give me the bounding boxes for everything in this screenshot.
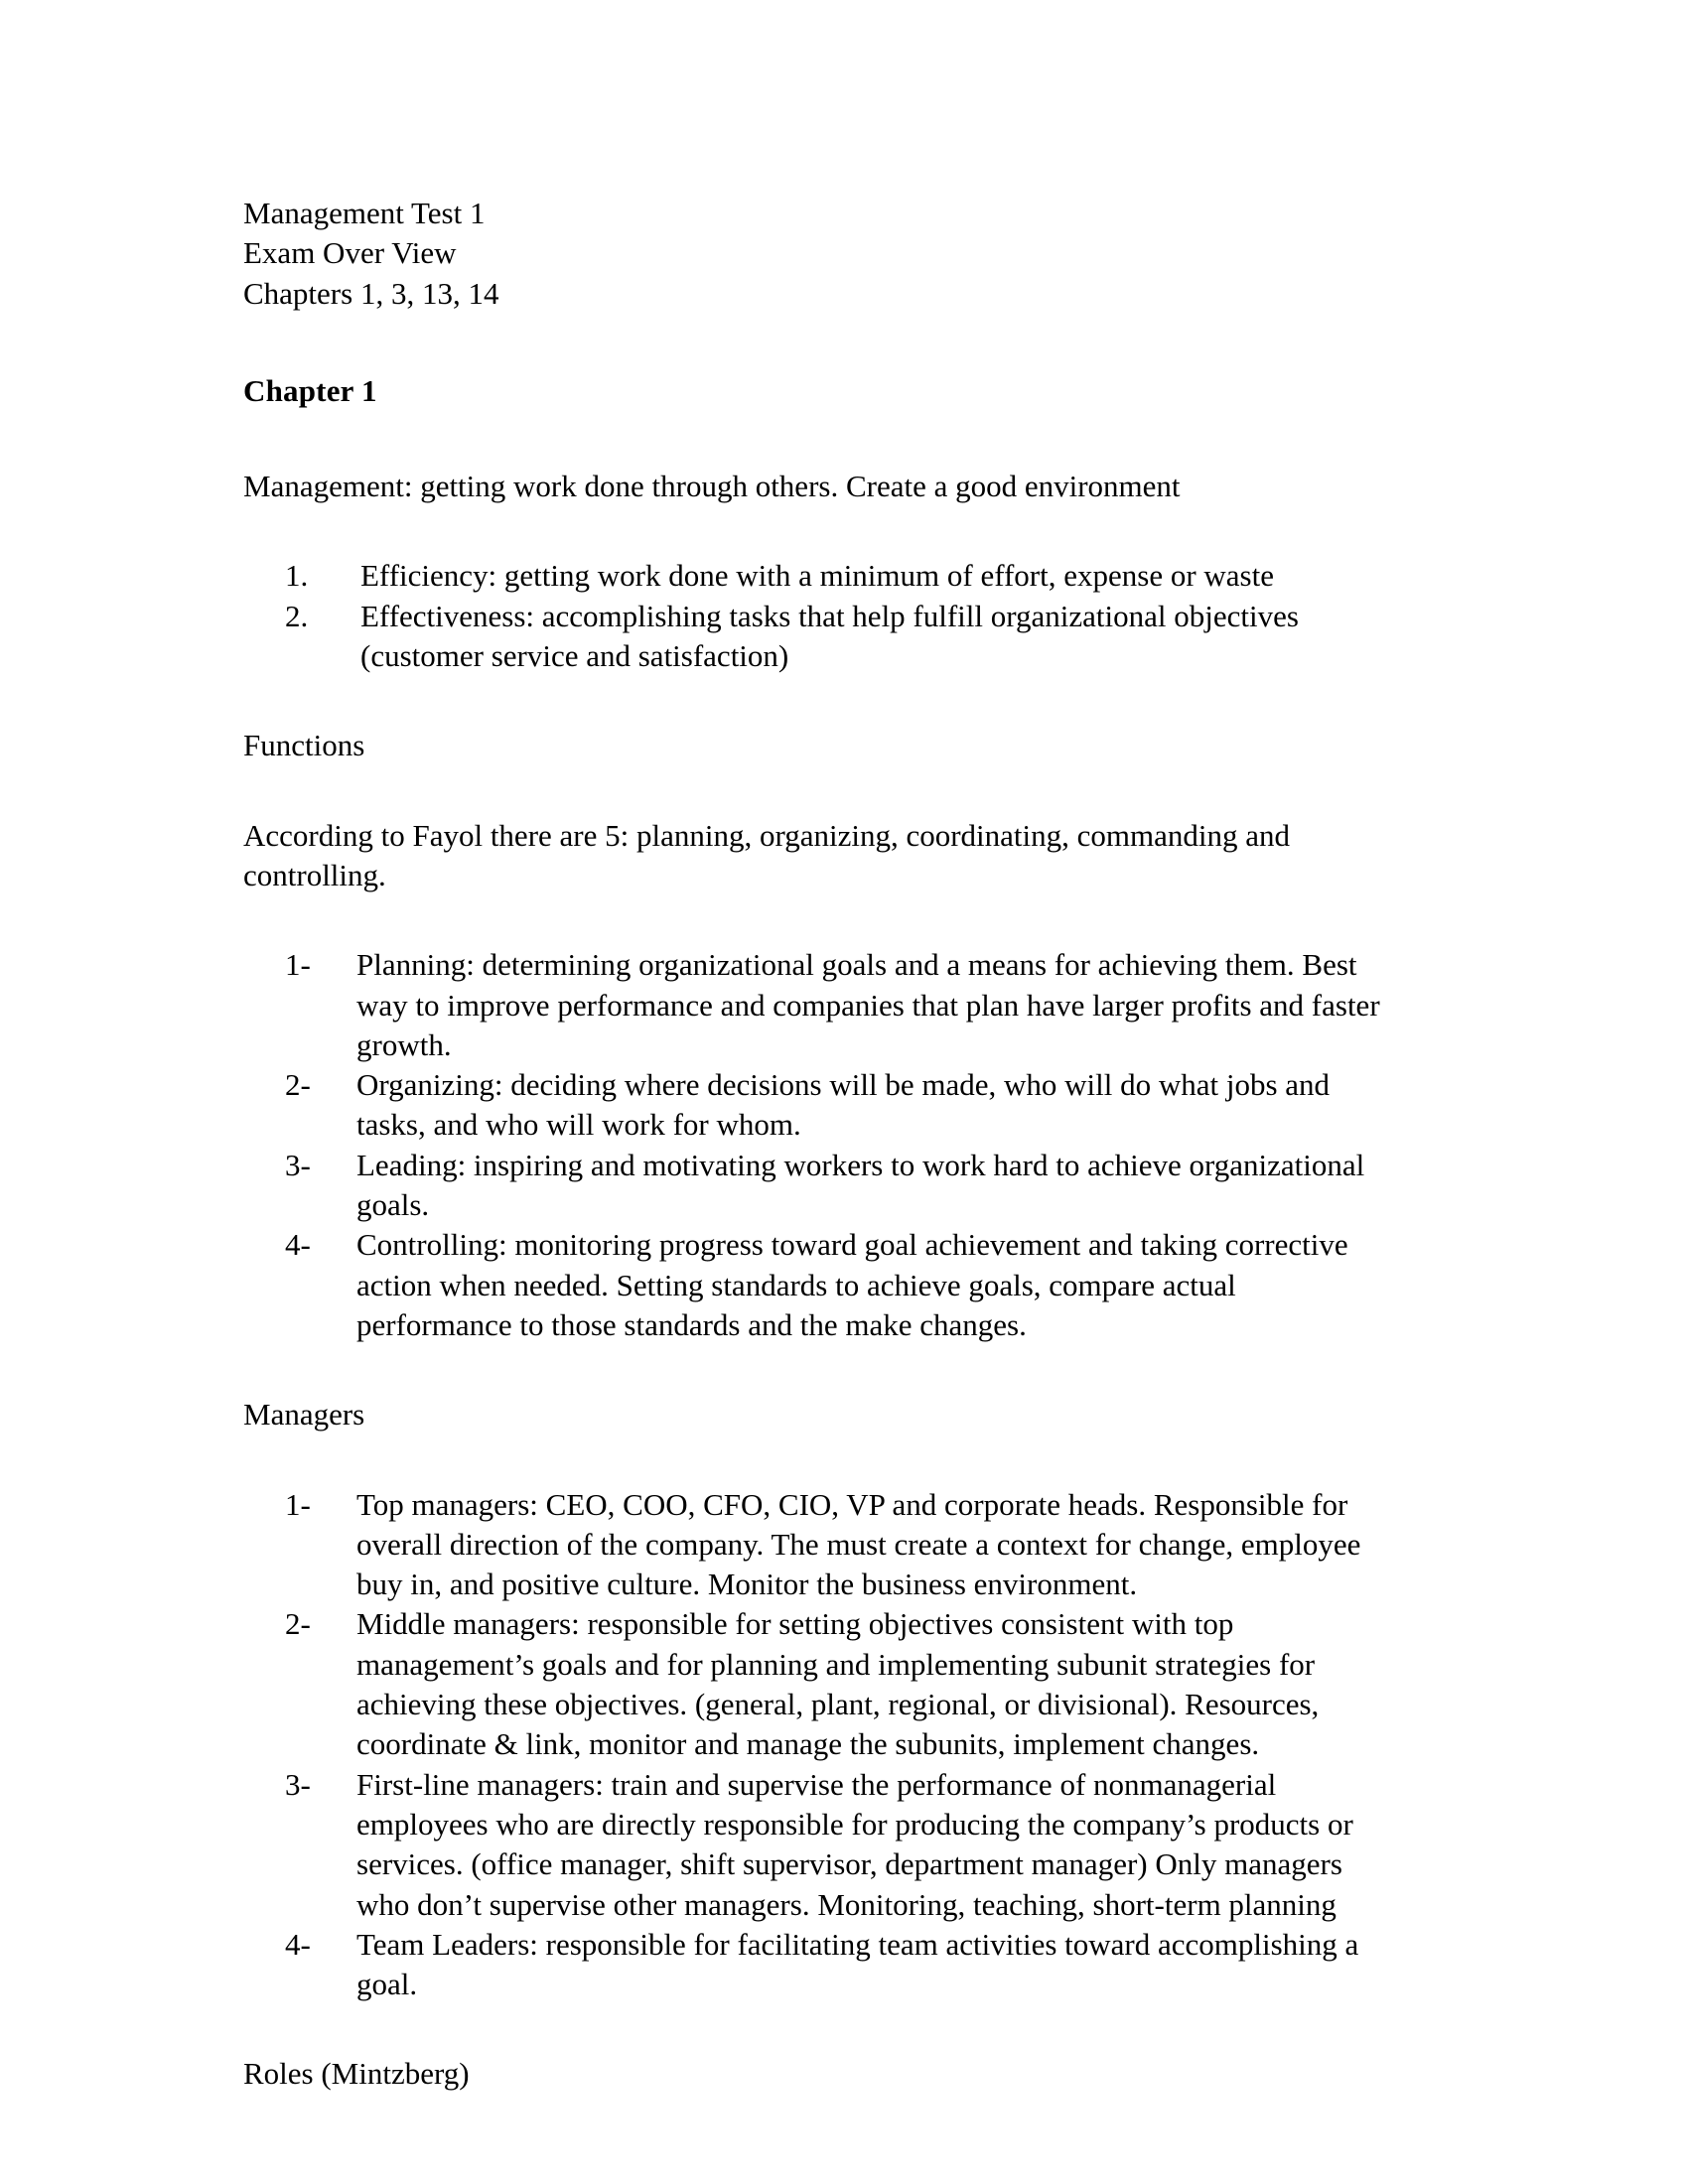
list-marker: 4- <box>285 1227 311 1263</box>
list-item-text: Leading: inspiring and motivating workers to work hard to achieve organizational goals. <box>356 1147 1365 1223</box>
list-item <box>285 1485 1390 1605</box>
list-marker: 4- <box>285 1926 311 1962</box>
header-line-chapters: Chapters 1, 3, 13, 14 <box>243 275 499 311</box>
list-item-text: Controlling: monitoring progress toward goal achievement and taking corrective action when needed. Setting standards to achieve goals, compare actual performance to those standards and the make changes. <box>356 1227 1348 1342</box>
list-marker: 1. <box>285 558 309 594</box>
list-item-text: First-line managers: train and supervise the performance of nonmanagerial employees who are directly responsible for producing the company’s products or services. (office manager, shift supervisor, department manager) Only managers who don’t supervise other managers. Monitoring, teaching, short-term planning <box>356 1766 1353 1922</box>
list-item <box>285 556 1390 596</box>
document-header <box>243 194 1390 314</box>
list-item <box>285 1065 1390 1146</box>
list-item-text: Organizing: deciding where decisions will be made, who will do what jobs and tasks, and who will work for whom. <box>356 1067 1331 1143</box>
managers-list <box>243 1485 1390 2005</box>
list-item-text: Effectiveness: accomplishing tasks that help fulfill organizational objectives (customer service and satisfaction) <box>360 598 1299 674</box>
functions-paragraph: According to Fayol there are 5: planning, organizing, coordinating, commanding and controlling. <box>243 817 1291 892</box>
list-item-text: Top managers: CEO, COO, CFO, CIO, VP and corporate heads. Responsible for overall direction of the company. The must create a context for change, employee buy in, and positive culture. Monitor the business environment. <box>356 1486 1361 1602</box>
roles-heading: Roles (Mintzberg) <box>243 2056 470 2092</box>
chapter-heading: Chapter 1 <box>243 372 377 408</box>
list-marker: 1- <box>285 947 311 983</box>
list-marker: 1- <box>285 1486 311 1522</box>
functions-heading: Functions <box>243 728 365 763</box>
list-marker: 2- <box>285 1067 311 1103</box>
list-item <box>285 1765 1390 1925</box>
list-item <box>285 1225 1390 1345</box>
list-marker: 3- <box>285 1766 311 1802</box>
list-item <box>285 1604 1390 1764</box>
list-item-text: Planning: determining organizational goals and a means for achieving them. Best way to improve performance and companies that plan have larger profits and faster growth. <box>356 947 1380 1062</box>
definitions-list <box>243 556 1390 676</box>
managers-heading: Managers <box>243 1397 365 1433</box>
list-item-text: Efficiency: getting work done with a minimum of effort, expense or waste <box>360 558 1274 594</box>
header-line-subtitle: Exam Over View <box>243 235 457 271</box>
list-item-text: Team Leaders: responsible for facilitating team activities toward accomplishing a goal. <box>356 1926 1359 2002</box>
list-marker: 2- <box>285 1606 311 1642</box>
functions-list <box>243 945 1390 1345</box>
intro-paragraph: Management: getting work done through others. Create a good environment <box>243 469 1181 504</box>
list-item <box>285 945 1390 1065</box>
list-item <box>285 1146 1390 1226</box>
list-item-text: Middle managers: responsible for setting objectives consistent with top management’s goals and for planning and implementing subunit strategies for achieving these objectives. (general, plant, regional, or divisional). Resources, coordinate & link, monitor and manage the subunits, implement changes. <box>356 1606 1320 1762</box>
list-marker: 3- <box>285 1147 311 1182</box>
list-item <box>285 1925 1390 2005</box>
list-marker: 2. <box>285 598 309 633</box>
document-body <box>243 194 1390 2095</box>
header-line-title: Management Test 1 <box>243 196 486 230</box>
list-item <box>285 597 1390 677</box>
